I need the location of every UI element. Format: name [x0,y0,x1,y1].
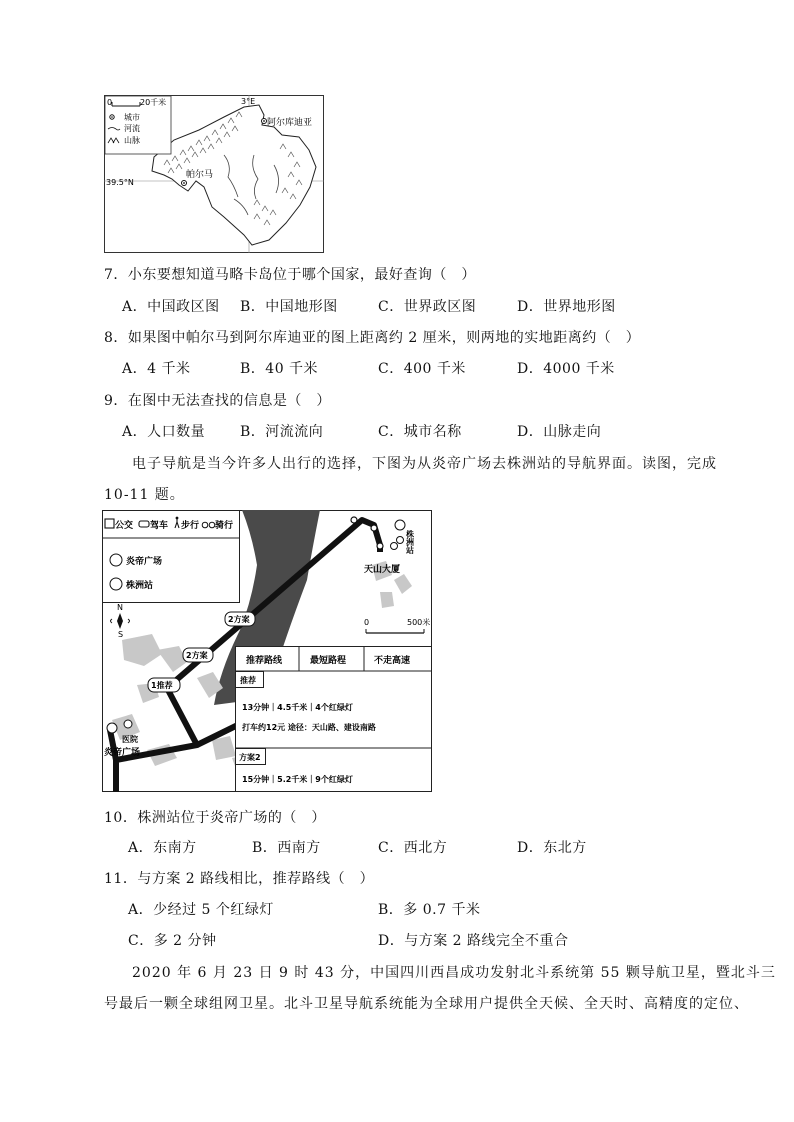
compass-s: S [118,630,124,639]
svg-text:2方案: 2方案 [228,615,250,624]
intro-beidou-line2: 号最后一颗全球组网卫星。北斗卫星导航系统能为全球用户提供全天候、全天时、高精度的定位、 [104,996,749,1012]
q8-option-a[interactable]: A．4 千米 [122,361,191,377]
legend-city: 城市 [124,113,140,122]
navigation-map [102,510,432,792]
tianshan-label: 天山大厦 [364,565,401,575]
question-7: 7．小东要想知道马略卡岛位于哪个国家，最好查询（ ） [104,267,476,283]
lon-label: 3°E [241,97,256,106]
q8-option-b[interactable]: B．40 千米 [240,361,319,377]
svg-text:2方案: 2方案 [186,651,208,660]
q7-option-d[interactable]: D．世界地形图 [517,299,616,315]
plan2-info: 15分钟｜5.2千米｜9个红绿灯 [242,775,353,784]
mallorca-map [104,95,324,253]
intro-beidou-line1: 2020 年 6 月 23 日 9 时 43 分，中国四川西昌成功发射北斗系统第 55 颗导航卫星，暨北斗三 [132,965,776,981]
destination-field[interactable]: 株洲站 [126,581,154,591]
tab-recommended[interactable]: 推荐路线 [246,656,283,666]
hospital-label: 医院 [122,735,138,744]
question-10: 10．株洲站位于炎帝广场的（ ） [104,810,326,826]
question-11: 11．与方案 2 路线相比，推荐路线（ ） [104,871,375,887]
yandi-label: 炎帝广场 [104,748,141,758]
mode-drive[interactable]: 驾车 [150,521,169,531]
station-marker-icon [395,520,405,530]
lat-label: 39.5°N [106,178,134,187]
tab-no-highway[interactable]: 不走高速 [374,656,411,666]
question-9: 9．在图中无法查找的信息是（ ） [104,393,331,409]
city-palma-label: 帕尔马 [186,170,214,180]
q9-option-d[interactable]: D．山脉走向 [517,424,602,440]
mode-bike[interactable]: 骑行 [215,521,234,531]
rec-title: 推荐 [240,676,256,685]
q11-option-d[interactable]: D．与方案 2 路线完全不重合 [378,933,569,949]
city-alcudia-label: 阿尔库迪亚 [267,118,313,128]
scale-label: 20千米 [140,98,167,107]
mode-walk[interactable]: 步行 [181,521,200,531]
question-8: 8．如果图中帕尔马到阿尔库迪亚的图上距离约 2 厘米，则两地的实地距离约（ ） [104,330,641,346]
q7-option-a[interactable]: A．中国政区图 [122,299,220,315]
q8-option-d[interactable]: D．4000 千米 [517,361,615,377]
compass-n: N [117,603,123,612]
mode-bus[interactable]: 公交 [115,521,134,531]
hospital-pin-icon [124,720,132,728]
q9-option-c[interactable]: C．城市名称 [378,424,462,440]
q10-option-b[interactable]: B．西南方 [252,840,321,856]
rec-info: 13分钟｜4.5千米｜4个红绿灯 [242,703,353,712]
scale-zero: 0 [107,98,113,107]
q9-option-a[interactable]: A．人口数量 [122,424,206,440]
q8-option-c[interactable]: C．400 千米 [378,361,466,377]
station-label: 株洲站 [405,530,415,554]
legend-river: 河流 [124,124,140,133]
scale-zero-2: 0 [364,618,370,627]
q10-option-d[interactable]: D．东北方 [517,840,587,856]
q10-option-a[interactable]: A．东南方 [128,840,197,856]
q10-option-c[interactable]: C．西北方 [378,840,448,856]
rec-detail: 打车约12元 途径：天山路、建设南路 [242,723,376,732]
origin-field[interactable]: 炎帝广场 [126,557,163,567]
legend-mountain: 山脉 [124,136,140,145]
scale-label-2: 500米 [407,618,431,627]
q11-option-a[interactable]: A．少经过 5 个红绿灯 [128,902,274,918]
plan2-title: 方案2 [239,753,261,762]
q11-option-b[interactable]: B．多 0.7 千米 [378,902,481,918]
q9-option-b[interactable]: B．河流流向 [240,424,324,440]
tab-shortest[interactable]: 最短路程 [310,656,347,666]
svg-text:1推荐: 1推荐 [151,681,173,690]
q7-option-c[interactable]: C．世界政区图 [378,299,477,315]
q11-option-c[interactable]: C．多 2 分钟 [128,933,217,949]
intro-navigation-line2: 10-11 题。 [104,487,185,503]
origin-marker-icon [107,723,117,733]
q7-option-b[interactable]: B．中国地形图 [240,299,338,315]
intro-navigation-line1: 电子导航是当今许多人出行的选择，下图为从炎帝广场去株洲站的导航界面。读图，完成 [132,456,717,472]
